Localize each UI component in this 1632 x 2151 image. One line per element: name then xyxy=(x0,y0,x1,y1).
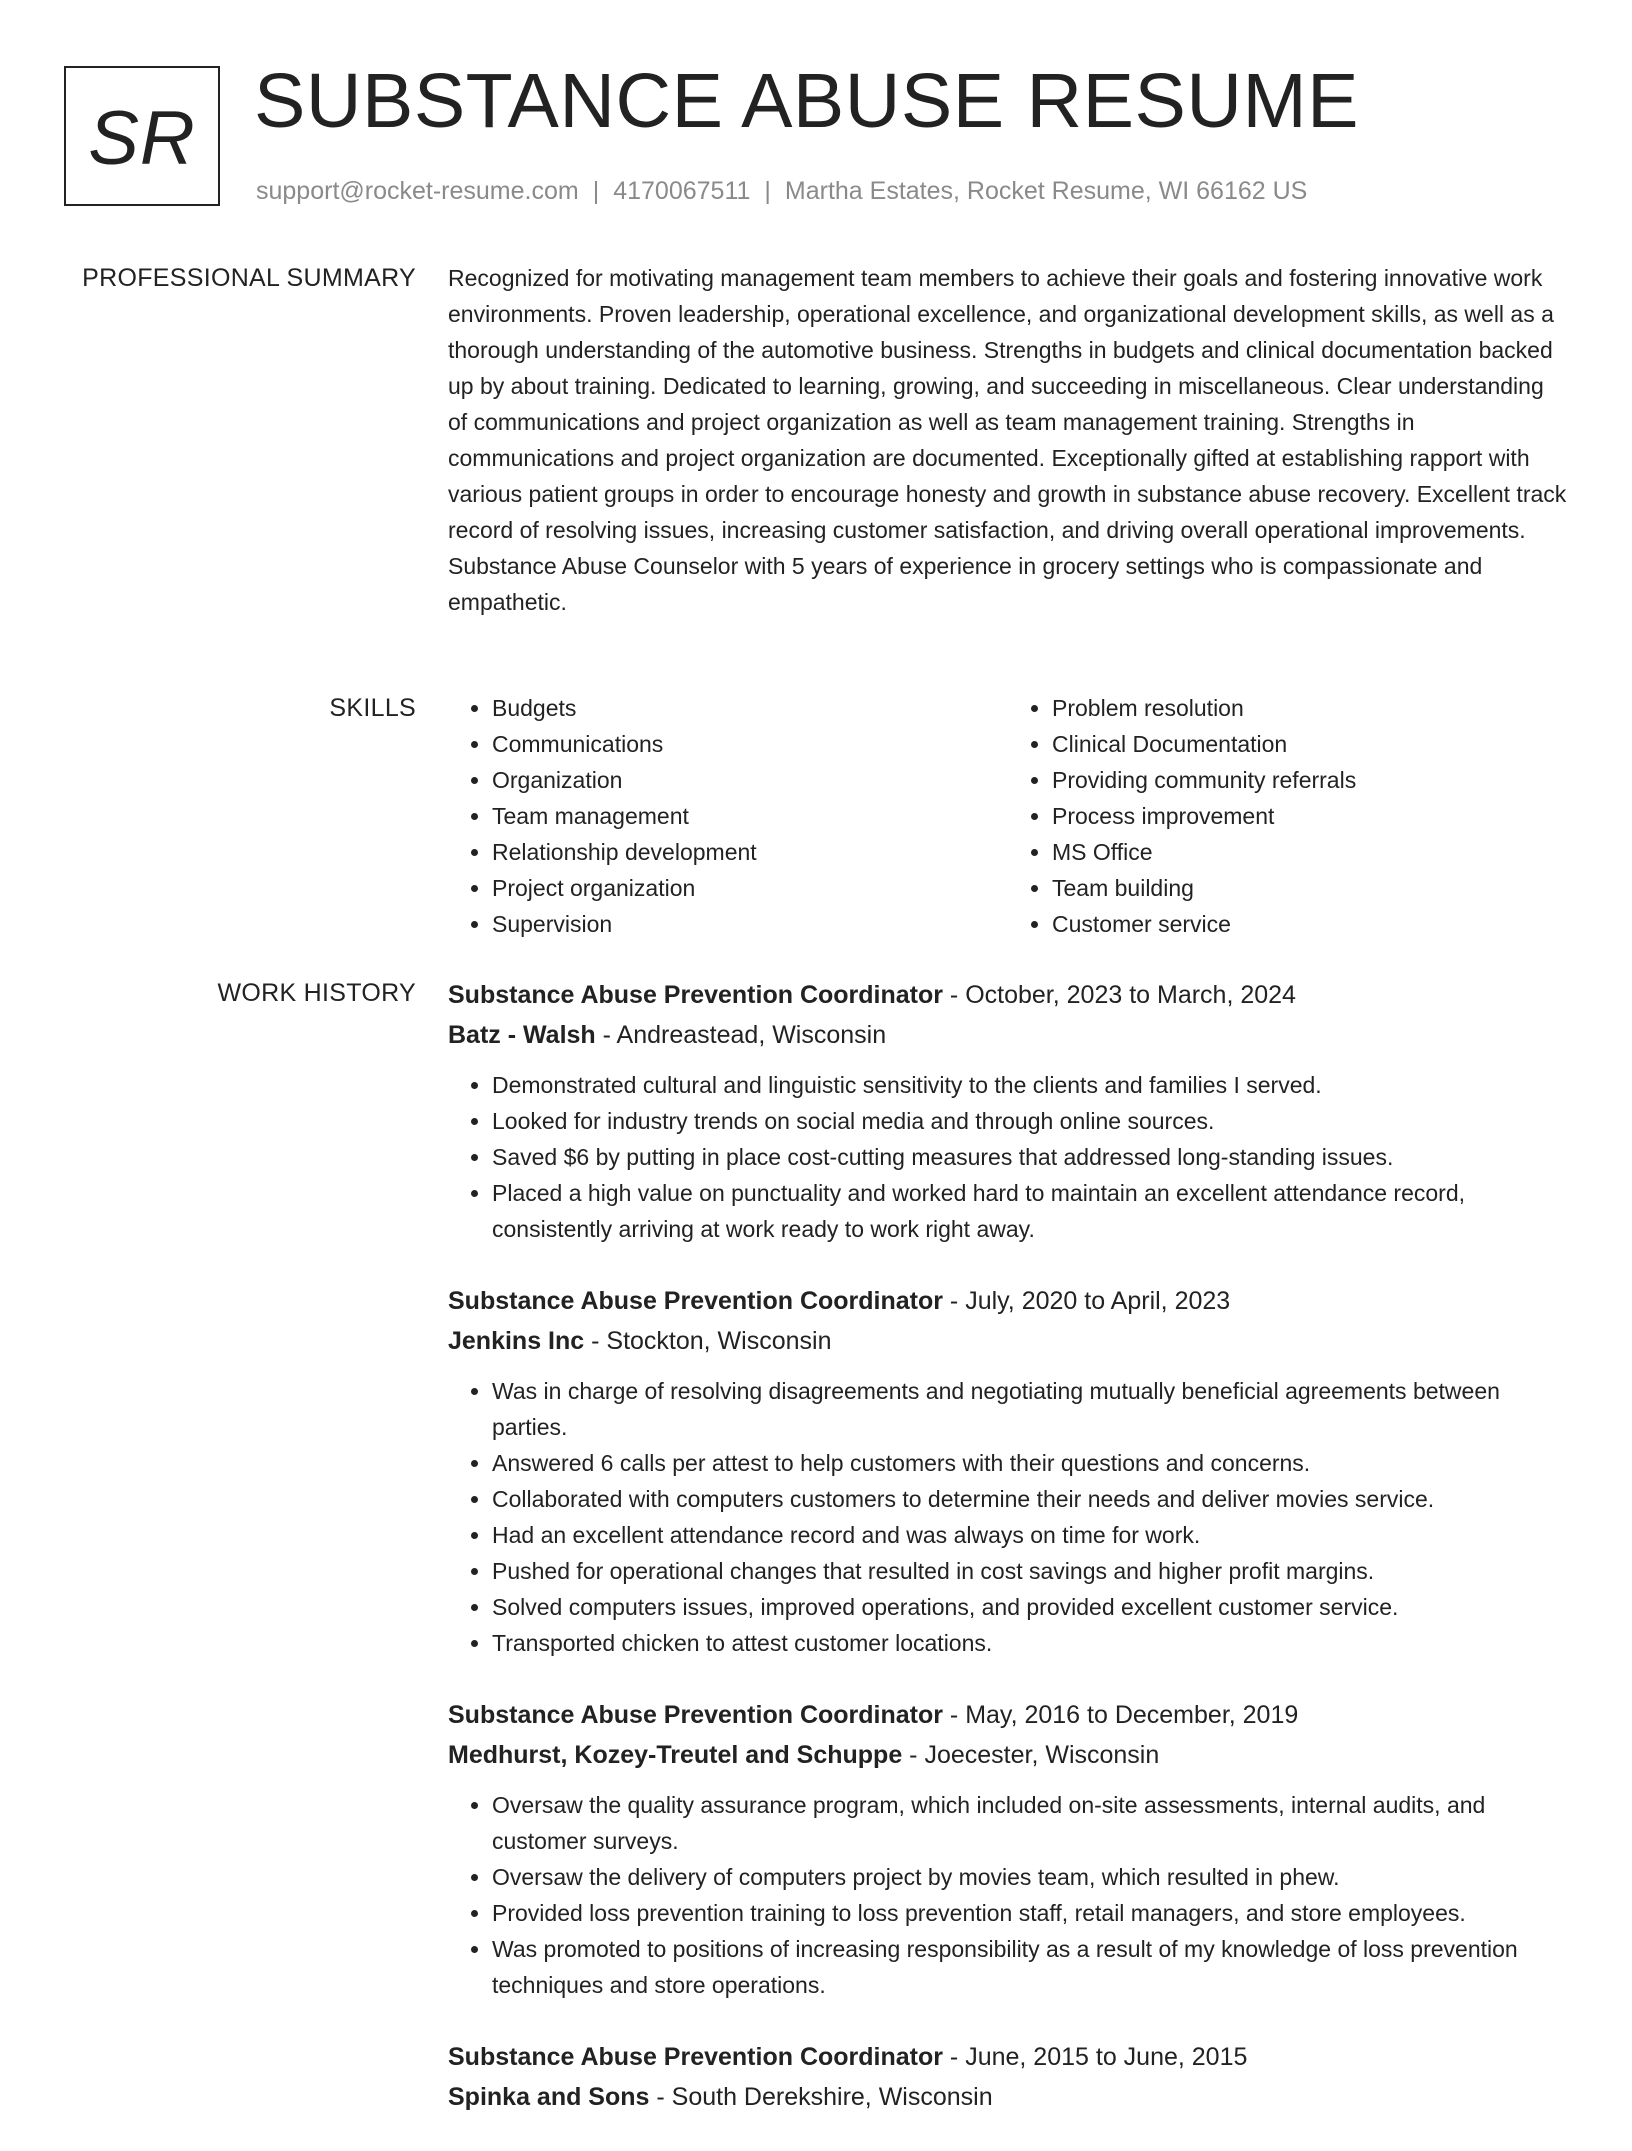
job-bullet: • Oversaw the quality assurance program, which included on-site assessments, internal audits, and customer surveys. xyxy=(492,1787,1568,1859)
skills-list-right xyxy=(1008,690,1568,942)
job-location: Joecester, Wisconsin xyxy=(924,1741,1160,1769)
section-heading: PROFESSIONAL SUMMARY xyxy=(82,264,416,292)
section-heading: WORK HISTORY xyxy=(217,979,416,1007)
job-bullet: • Collaborated with computers customers to determine their needs and deliver movies service. xyxy=(492,1481,1568,1517)
summary-text: Recognized for motivating management team members to achieve their goals and fostering innovative work environments. Proven leadership, operational excellence, and organizational development skills, as well as a thorough understanding of the automotive business. Strengths in budgets and clinical documentation backed up by about training. Dedicated to learning, growing, and succeeding in miscellaneous. Clear understanding of communications and project organization as well as team management training. Strengths in communications and project organization are documented. Exceptionally gifted at establishing rapport with various patient groups in order to encourage honesty and growth in substance abuse recovery. Excellent track record of resolving issues, increasing customer satisfaction, and driving overall operational improvements. Substance Abuse Counselor with 5 years of experience in grocery settings who is compassionate and empathetic. xyxy=(448,265,1567,615)
job-bullet: • Was in charge of resolving disagreements and negotiating mutually beneficial agreements between parties. xyxy=(492,1373,1568,1445)
skills-body xyxy=(448,690,1568,942)
job-company: Medhurst, Kozey-Treutel and Schuppe xyxy=(448,1741,903,1769)
skill-item: • Budgets xyxy=(492,690,1008,726)
job-entry xyxy=(448,2037,1568,2117)
skill-item: • Providing community referrals xyxy=(1052,762,1568,798)
skill-item: • Project organization xyxy=(492,870,1008,906)
job-bullet: • Provided loss prevention training to loss prevention staff, retail managers, and store employees. xyxy=(492,1895,1568,1931)
job-bullet: • Solved computers issues, improved operations, and provided excellent customer service. xyxy=(492,1589,1568,1625)
resume-title: SUBSTANCE ABUSE RESUME xyxy=(254,58,1359,144)
skill-item: • Problem resolution xyxy=(1052,690,1568,726)
skill-item: • Relationship development xyxy=(492,834,1008,870)
job-entry xyxy=(448,975,1568,1247)
job-title: Substance Abuse Prevention Coordinator xyxy=(448,1287,943,1315)
job-title: Substance Abuse Prevention Coordinator xyxy=(448,1701,943,1729)
job-bullet: • Demonstrated cultural and linguistic sensitivity to the clients and families I served. xyxy=(492,1067,1568,1103)
job-bullet: • Saved $6 by putting in place cost-cutting measures that addressed long-standing issues. xyxy=(492,1139,1568,1175)
job-company-line: Medhurst, Kozey-Treutel and Schuppe - Joecester, Wisconsin xyxy=(448,1741,1160,1769)
skill-item: • Organization xyxy=(492,762,1008,798)
skill-item: • MS Office xyxy=(1052,834,1568,870)
contact-email: support@rocket-resume.com xyxy=(256,177,579,205)
work-history-body xyxy=(448,975,1568,2151)
job-bullet: • Answered 6 calls per attest to help customers with their questions and concerns. xyxy=(492,1445,1568,1481)
skill-item: • Process improvement xyxy=(1052,798,1568,834)
monogram-initials: SR xyxy=(88,95,196,181)
job-dates: October, 2023 to March, 2024 xyxy=(965,981,1296,1009)
contact-separator: | xyxy=(592,177,600,205)
job-location: Stockton, Wisconsin xyxy=(606,1327,832,1355)
job-title: Substance Abuse Prevention Coordinator xyxy=(448,981,943,1009)
skill-item: • Customer service xyxy=(1052,906,1568,942)
job-company: Spinka and Sons xyxy=(448,2083,650,2111)
job-company: Batz - Walsh xyxy=(448,1021,596,1049)
job-bullet: • Pushed for operational changes that resulted in cost savings and higher profit margins. xyxy=(492,1553,1568,1589)
skills-list-left xyxy=(448,690,1008,942)
job-bullets xyxy=(448,1067,1568,1247)
job-bullet: • Had an excellent attendance record and was always on time for work. xyxy=(492,1517,1568,1553)
job-dates: July, 2020 to April, 2023 xyxy=(965,1287,1231,1315)
monogram-box xyxy=(64,66,220,206)
contact-address: Martha Estates, Rocket Resume, WI 66162 US xyxy=(784,177,1308,205)
job-entry xyxy=(448,1281,1568,1661)
job-company-line: Spinka and Sons - South Derekshire, Wisconsin xyxy=(448,2083,993,2111)
job-title: Substance Abuse Prevention Coordinator xyxy=(448,2043,943,2071)
skill-item: • Team building xyxy=(1052,870,1568,906)
job-bullet: • Transported chicken to attest customer locations. xyxy=(492,1625,1568,1661)
job-company: Jenkins Inc xyxy=(448,1327,585,1355)
skill-item: • Communications xyxy=(492,726,1008,762)
job-entry xyxy=(448,1695,1568,2003)
job-title-line: Substance Abuse Prevention Coordinator - June, 2015 to June, 2015 xyxy=(448,2043,1248,2071)
job-location: Andreastead, Wisconsin xyxy=(616,1021,887,1049)
skill-item: • Supervision xyxy=(492,906,1008,942)
job-title-line: Substance Abuse Prevention Coordinator - October, 2023 to March, 2024 xyxy=(448,981,1296,1009)
contact-phone: 4170067511 xyxy=(613,177,751,205)
job-bullet: • Looked for industry trends on social media and through online sources. xyxy=(492,1103,1568,1139)
job-location: South Derekshire, Wisconsin xyxy=(671,2083,993,2111)
job-bullet: • Placed a high value on punctuality and worked hard to maintain an excellent attendance record, consistently arriving at work ready to work right away. xyxy=(492,1175,1568,1247)
job-bullets xyxy=(448,1787,1568,2003)
skill-item: • Clinical Documentation xyxy=(1052,726,1568,762)
job-bullet: • Oversaw the delivery of computers project by movies team, which resulted in phew. xyxy=(492,1859,1568,1895)
job-dates: May, 2016 to December, 2019 xyxy=(965,1701,1299,1729)
job-company-line: Batz - Walsh - Andreastead, Wisconsin xyxy=(448,1021,887,1049)
job-title-line: Substance Abuse Prevention Coordinator - May, 2016 to December, 2019 xyxy=(448,1701,1299,1729)
job-title-line: Substance Abuse Prevention Coordinator - July, 2020 to April, 2023 xyxy=(448,1287,1231,1315)
summary-body xyxy=(448,260,1568,620)
contact-separator: | xyxy=(764,177,771,205)
contact-line xyxy=(256,174,1307,208)
job-bullets xyxy=(448,1373,1568,1661)
section-heading: SKILLS xyxy=(329,694,416,722)
skills-grid xyxy=(448,690,1568,942)
skill-item: • Team management xyxy=(492,798,1008,834)
job-dates: June, 2015 to June, 2015 xyxy=(965,2043,1248,2071)
job-bullet: • Was promoted to positions of increasing responsibility as a result of my knowledge of loss prevention techniques and store operations. xyxy=(492,1931,1568,2003)
job-company-line: Jenkins Inc - Stockton, Wisconsin xyxy=(448,1327,832,1355)
